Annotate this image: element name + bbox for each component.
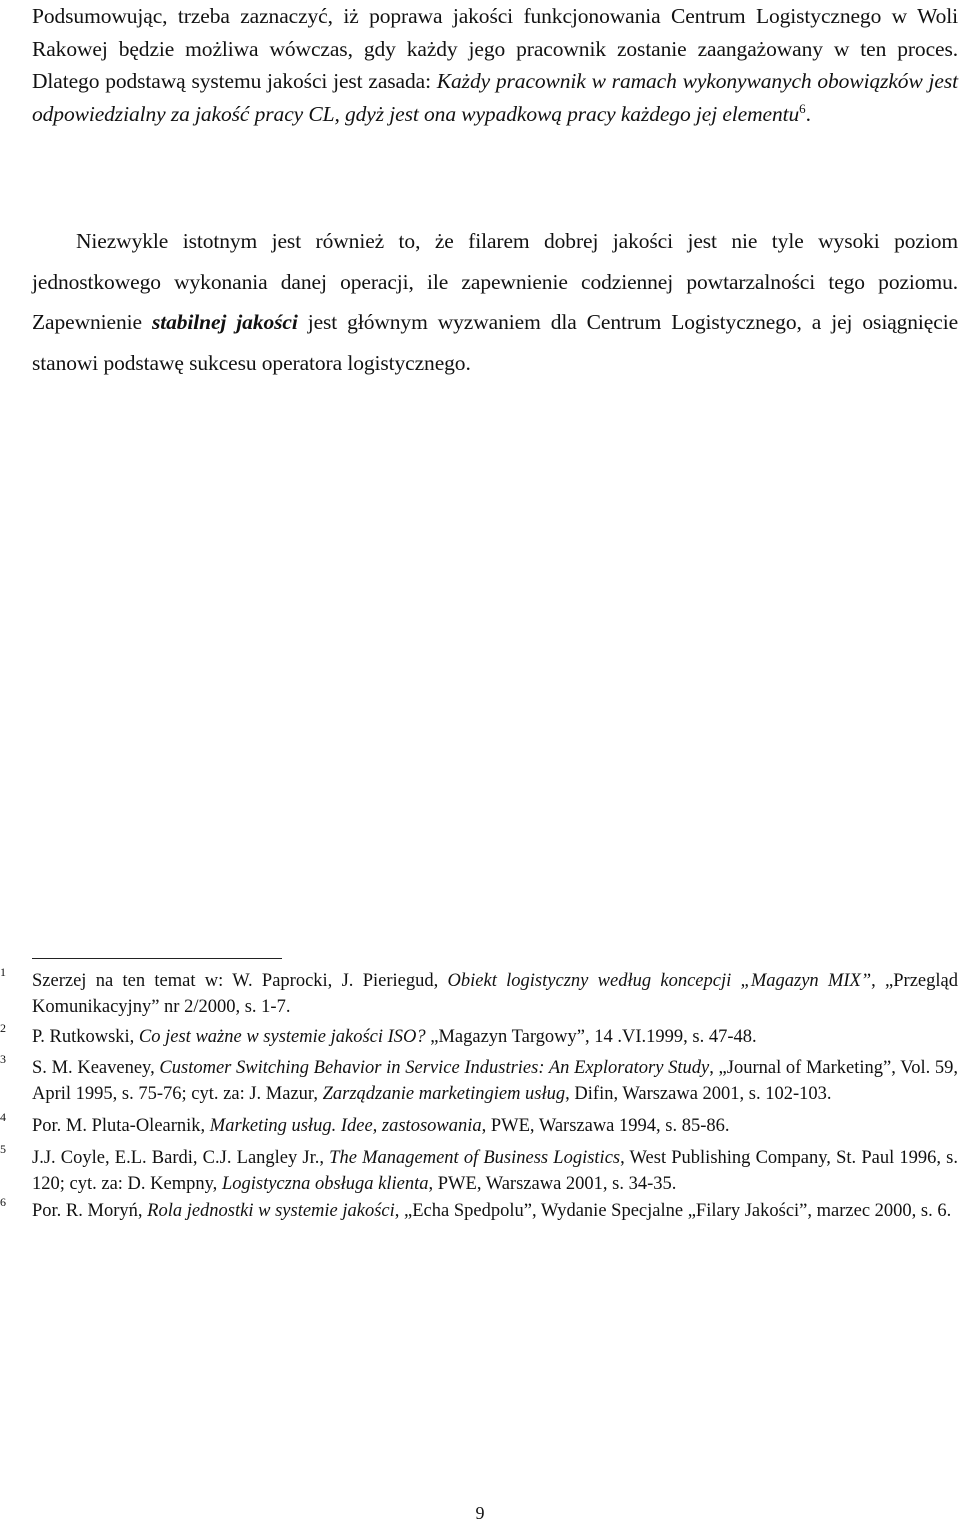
paragraph-italic-text: Każdy pracownik w ramach wykonywanych obowiązków jest odpowiedzialny za jakość pracy CL, gdyż jest ona wypadkową pracy każdego jej elementu bbox=[32, 69, 958, 127]
footnote-title: Zarządzanie marketingiem usług bbox=[322, 1083, 566, 1104]
footnote-title: The Management of Business Logistics bbox=[329, 1148, 621, 1169]
footnote-title: Marketing usług. Idee, zastosowania bbox=[209, 1116, 482, 1137]
footnote-6 bbox=[0, 1194, 958, 1224]
footnote-number: 2 bbox=[0, 1021, 6, 1036]
footnote-text: , „Echa Spedpolu”, Wydanie Specjalne „Filary Jakości”, marzec 2000, s. 6. bbox=[394, 1200, 952, 1221]
footnote-5 bbox=[0, 1142, 958, 1197]
footnote-text: Szerzej na ten temat w: W. Paprocki, J. Pieriegud, bbox=[32, 971, 448, 991]
paragraph-summary bbox=[32, 0, 958, 131]
footnote-text: S. M. Keaveney, bbox=[32, 1057, 160, 1078]
footnote-text: , PWE, Warszawa 1994, s. 85-86. bbox=[481, 1116, 730, 1137]
paragraph-text: Niezwykle istotnym jest również to, że filarem dobrej jakości jest nie tyle wysoki poziom jednostkowego wykonania danej operacji, ile zapewnienie codziennej powtarzalności tego poziomu. Zapewnienie bbox=[32, 229, 958, 335]
footnote-title: Obiekt logistyczny według koncepcji „Magazyn MIX” bbox=[447, 971, 872, 991]
footnote-number: 6 bbox=[0, 1194, 6, 1209]
footnote-text: Por. M. Pluta-Olearnik, bbox=[32, 1116, 210, 1137]
footnote-2 bbox=[0, 1021, 958, 1050]
footnote-text: , Difin, Warszawa 2001, s. 102-103. bbox=[565, 1083, 832, 1104]
footnote-reference[interactable]: 6 bbox=[799, 101, 806, 117]
paragraph-text-end: . bbox=[805, 102, 811, 127]
footnote-number: 1 bbox=[0, 965, 6, 979]
footnote-title: Logistyczna obsługa klienta bbox=[221, 1174, 429, 1195]
footnote-number: 4 bbox=[0, 1110, 6, 1125]
footnote-title: Rola jednostki w systemie jakości bbox=[147, 1200, 395, 1221]
footnote-text: J.J. Coyle, E.L. Bardi, C.J. Langley Jr., bbox=[32, 1148, 330, 1169]
page-number: 9 bbox=[475, 1503, 485, 1523]
footnote-1 bbox=[0, 965, 958, 1020]
footnote-separator bbox=[32, 958, 282, 959]
footnote-text: , West Publishing Company, St. Paul 1996, s. 120; cyt. za: D. Kempny, bbox=[32, 1148, 958, 1195]
paragraph-text: Podsumowując, trzeba zaznaczyć, iż poprawa jakości funkcjonowania Centrum Logistycznego w Woli Rakowej będzie możliwa wówczas, gdy każdy jego pracownik zostanie zaangażowany w ten proces. Dlatego podstawą systemu jakości jest zasada: bbox=[32, 4, 958, 94]
footnote-text: , „Przegląd Komunikacyjny” nr 2/2000, s. 1-7. bbox=[32, 971, 958, 1018]
footnotes-section bbox=[0, 965, 959, 1224]
footnote-number: 5 bbox=[0, 1142, 6, 1157]
footnote-text: Por. R. Moryń, bbox=[32, 1200, 148, 1221]
paragraph-bold-italic-text: stabilnej jakości bbox=[151, 310, 298, 335]
footnote-title: Customer Switching Behavior in Service Industries: An Exploratory Study bbox=[159, 1057, 710, 1078]
footnote-4 bbox=[0, 1110, 958, 1139]
footnote-text: „Magazyn Targowy”, 14 .VI.1999, s. 47-48. bbox=[425, 1027, 757, 1048]
paragraph-text-end: jest głównym wyzwaniem dla Centrum Logistycznego, a jej osiągnięcie stanowi podstawę sukcesu operatora logistycznego. bbox=[32, 310, 959, 375]
footnote-title: Co jest ważne w systemie jakości ISO? bbox=[138, 1027, 426, 1048]
footnote-text: , PWE, Warszawa 2001, s. 34-35. bbox=[428, 1174, 677, 1195]
footnote-number: 3 bbox=[0, 1051, 6, 1066]
footnote-text: P. Rutkowski, bbox=[32, 1027, 139, 1048]
footnote-text: , „Journal of Marketing”, Vol. 59, April 1995, s. 75-76; cyt. za: J. Mazur, bbox=[32, 1057, 959, 1104]
footnote-3 bbox=[0, 1051, 959, 1107]
paragraph-stability bbox=[32, 221, 958, 383]
